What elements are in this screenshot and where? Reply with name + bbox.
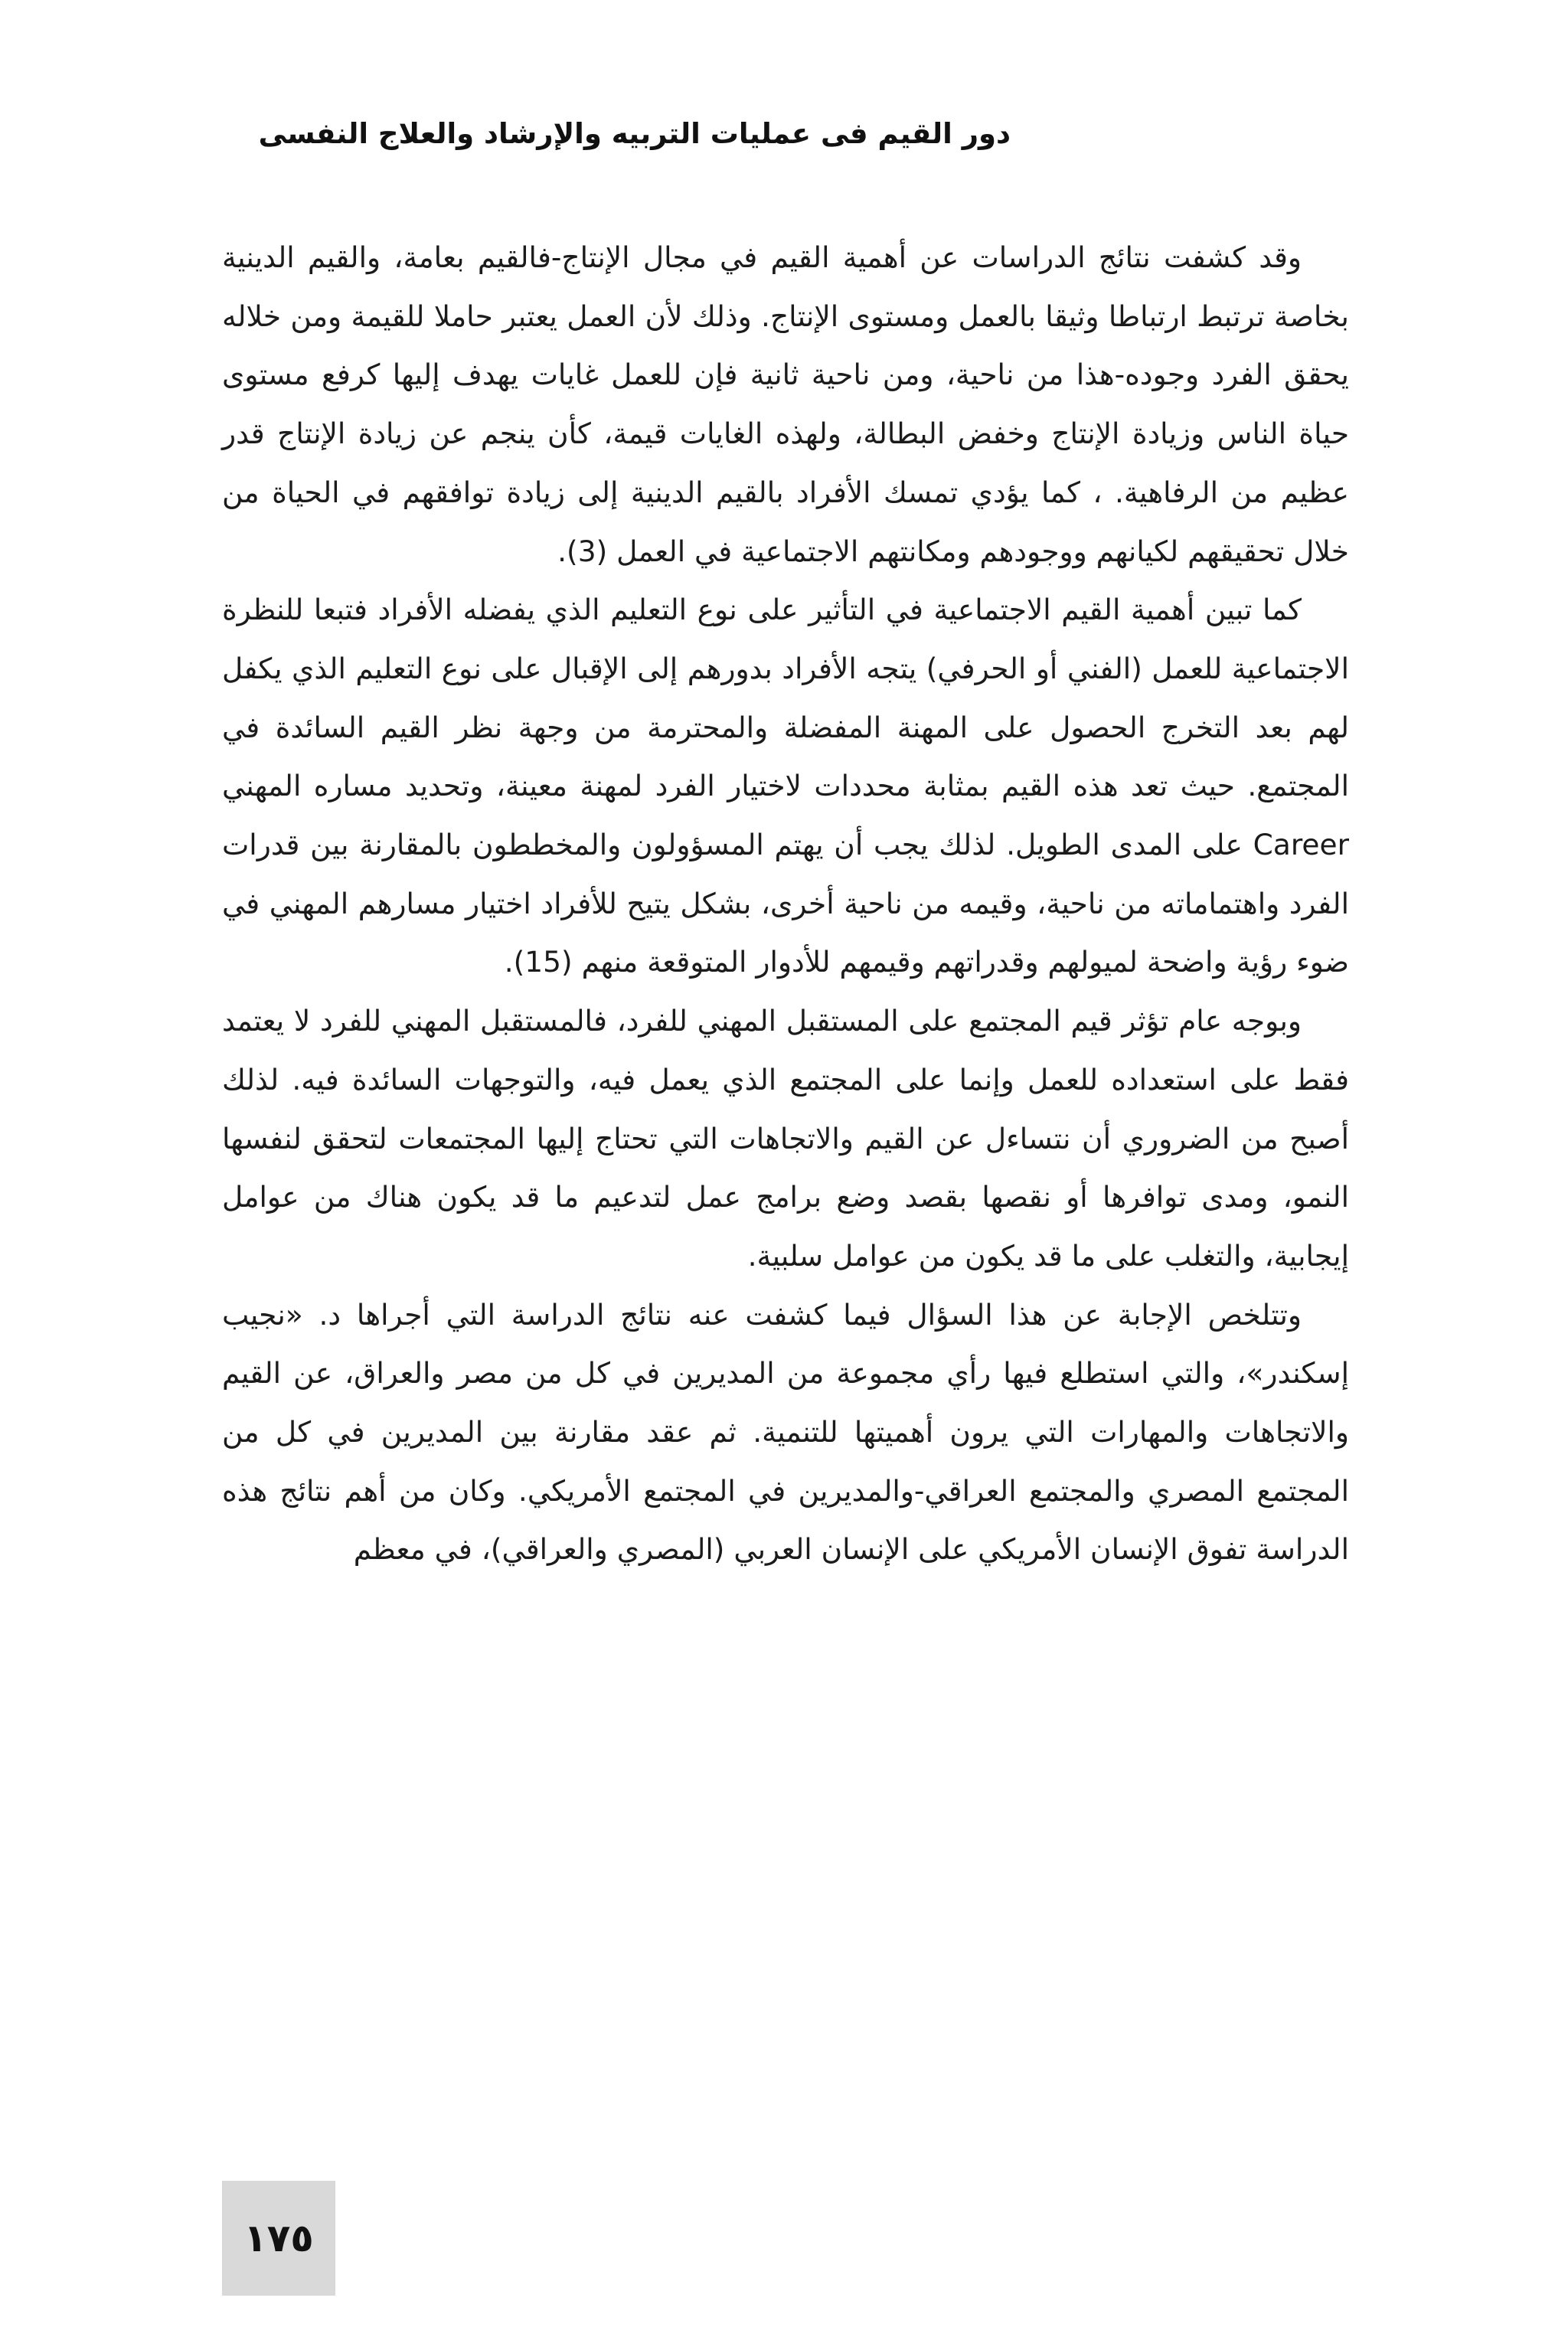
paragraph: كما تبين أهمية القيم الاجتماعية في التأثير على نوع التعليم الذي يفضله الأفراد فتبعا للنظرة الاجتماعية للعمل (الفني أو الحرفي) يتجه الأفراد بدورهم إلى الإقبال على نوع التعليم الذي يكفل لهم بعد التخرج الحصول على المهنة المفضلة والمحترمة من وجهة نظر القيم السائدة في المجتمع. حيث تعد هذه القيم بمثابة محددات لاختيار الفرد لمهنة معينة، وتحديد مساره المهني Career على المدى الطويل. لذلك يجب أن يهتم المسؤولون والمخططون بالمقارنة بين قدرات الفرد واهتماماته من ناحية، وقيمه من ناحية أخرى، بشكل يتيح للأفراد اختيار مسارهم المهني في ضوء رؤية واضحة لميولهم وقدراتهم وقيمهم للأدوار المتوقعة منهم (15). (222, 593, 1349, 979)
body-text (222, 228, 1349, 1579)
page-number-box (222, 2181, 335, 2296)
running-header-title: دور القيم فى عمليات التربيه والإرشاد والعلاج النفسى (258, 117, 1011, 150)
page-number: ١٧٥ (243, 2216, 314, 2260)
paragraph: وقد كشفت نتائج الدراسات عن أهمية القيم في مجال الإنتاج-فالقيم بعامة، والقيم الدينية بخاصة ترتبط ارتباطا وثيقا بالعمل ومستوى الإنتاج. وذلك لأن العمل يعتبر حاملا للقيمة ومن خلاله يحقق الفرد وجوده-هذا من ناحية، ومن ناحية ثانية فإن للعمل غايات يهدف إليها كرفع مستوى حياة الناس وزيادة الإنتاج وخفض البطالة، ولهذه الغايات قيمة، كأن ينجم عن زيادة الإنتاج قدر عظيم من الرفاهية. ، كما يؤدي تمسك الأفراد بالقيم الدينية إلى زيادة توافقهم في الحياة من خلال تحقيقهم لكيانهم ووجودهم ومكانتهم الاجتماعية في العمل (3). (222, 240, 1349, 568)
paragraph: وتتلخص الإجابة عن هذا السؤال فيما كشفت عنه نتائج الدراسة التي أجراها د. «نجيب إسكندر»، والتي استطلع فيها رأي مجموعة من المديرين في كل من مصر والعراق، عن القيم والاتجاهات والمهارات التي يرون أهميتها للتنمية. ثم عقد مقارنة بين المديرين في كل من المجتمع المصري والمجتمع العراقي-والمديرين في المجتمع الأمريكي. وكان من أهم نتائج هذه الدراسة تفوق الإنسان الأمريكي على الإنسان العربي (المصري والعراقي)، في معظم (222, 1297, 1349, 1567)
paragraph: وبوجه عام تؤثر قيم المجتمع على المستقبل المهني للفرد، فالمستقبل المهني للفرد لا يعتمد فقط على استعداده للعمل وإنما على المجتمع الذي يعمل فيه، والتوجهات السائدة فيه. لذلك أصبح من الضروري أن نتساءل عن القيم والاتجاهات التي تحتاج إليها المجتمعات لتحقق لنفسها النمو، ومدى توافرها أو نقصها بقصد وضع برامج عمل لتدعيم ما قد يكون هناك من عوامل إيجابية، والتغلب على ما قد يكون من عوامل سلبية. (222, 1004, 1349, 1273)
